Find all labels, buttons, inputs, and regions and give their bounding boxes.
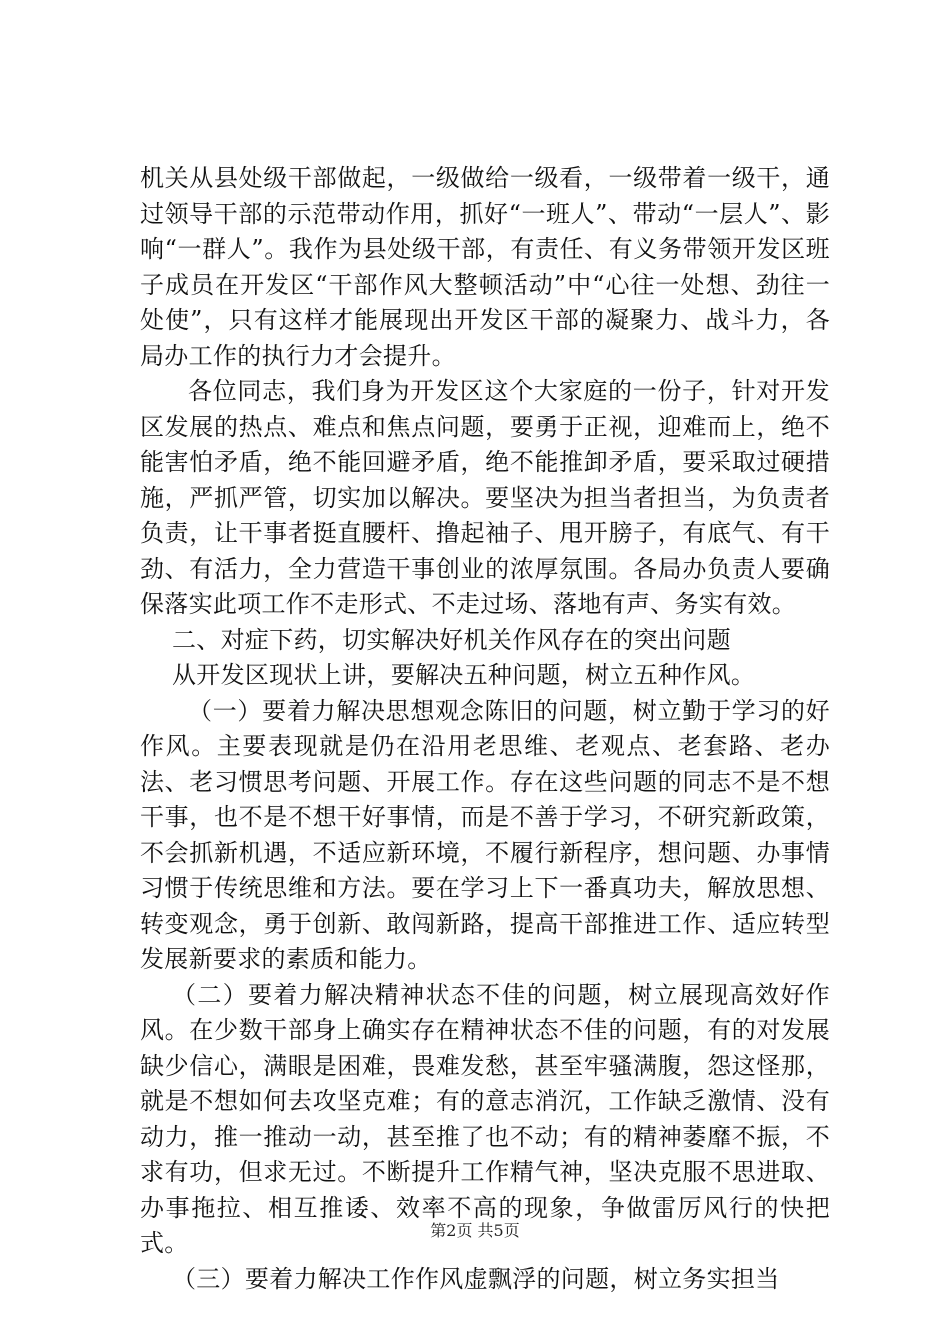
paragraph-item-three: （三）要着力解决工作作风虚飘浮的问题，树立务实担当 bbox=[172, 1264, 780, 1293]
paragraph-item-one: （一）要着力解决思想观念陈旧的问题，树立勤于学习的好作风。主要表现就是仍在沿用老思维、老观点、老套路、老办法、老习惯思考问题、开展工作。存在这些问题的同志不是不想干事，也不是不想干好事情，而是不善于学习，不研究新政策，不会抓新机遇，不适应新环境，不履行新程序，想问题、办事情习惯于传统思维和方法。要在学习上下一番真功夫，解放思想、转变观念，勇于创新、敢闯新路，提高干部推进工作、适应转型发展新要求的素质和能力。 bbox=[140, 696, 830, 973]
paragraph-comrades: 各位同志，我们身为开发区这个大家庭的一份子，针对开发区发展的热点、难点和焦点问题，要勇于正视，迎难而上，绝不能害怕矛盾，绝不能回避矛盾，绝不能推卸矛盾，要采取过硬措施，严抓严管，切实加以解决。要坚决为担当者担当，为负责者负责，让干事者挺直腰杆、撸起袖子、甩开膀子，有底气、有干劲、有活力，全力营造干事创业的浓厚氛围。各局办负责人要确保落实此项工作不走形式、不走过场、落地有声、务实有效。 bbox=[140, 377, 830, 618]
paragraph-continuation: 机关从县处级干部做起，一级做给一级看，一级带着一级干，通过领导干部的示范带动作用，抓好“一班人”、带动“一层人”、影响“一群人”。我作为县处级干部，有责任、有义务带领开发区班子成员在开发区“干部作风大整顿活动”中“心往一处想、劲往一处使”，只有这样才能展现出开发区干部的凝聚力、战斗力，各局办工作的执行力才会提升。 bbox=[140, 164, 830, 370]
page-footer: 第2页 共5页 bbox=[430, 1221, 520, 1240]
section-heading-two: 二、对症下药，切实解决好机关作风存在的突出问题 bbox=[172, 625, 731, 654]
paragraph-item-two: （二）要着力解决精神状态不佳的问题，树立展现高效好作风。在少数干部身上确实存在精神状态不佳的问题，有的对发展缺少信心，满眼是困难，畏难发愁，甚至牢骚满腹，怨这怪那，就是不想如何去攻坚克难；有的意志消沉，工作缺乏激情、没有动力，推一推动一动，甚至推了也不动；有的精神萎靡不振，不求有功，但求无过。不断提升工作精气神，坚决克服不思进取、办事拖拉、相互推诿、效率不高的现象，争做雷厉风行的快把式。 bbox=[140, 980, 830, 1257]
document-body bbox=[140, 161, 830, 1297]
paragraph-five-problems: 从开发区现状上讲，要解决五种问题，树立五种作风。 bbox=[172, 661, 756, 689]
